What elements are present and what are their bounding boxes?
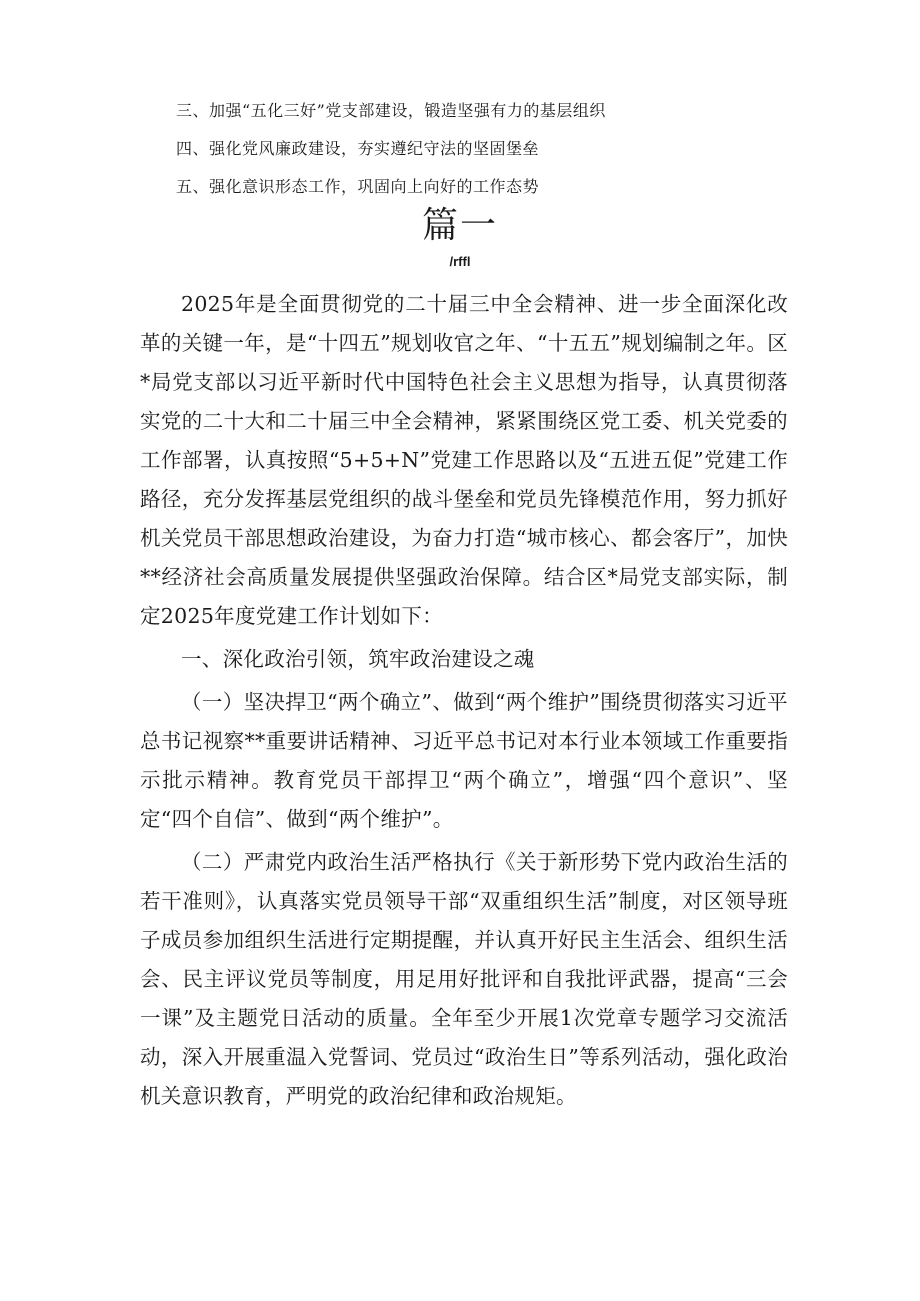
toc-item-5: 五、强化意识形态工作，巩固向上向好的工作态势 bbox=[176, 177, 540, 196]
document-body bbox=[140, 285, 788, 1120]
intro-paragraph: 2025年是全面贯彻党的二十届三中全会精神、进一步全面深化改革的关键一年，是“十四五”规划收官之年、“十五五”规划编制之年。区*局党支部以习近平新时代中国特色社会主义思想为指导，认真贯彻落实党的二十大和二十届三中全会精神，紧紧围绕区党工委、机关党委的工作部署，认真按照“5+5+N”党建工作思路以及“五进五促”党建工作路径，充分发挥基层党组织的战斗堡垒和党员先锋模范作用，努力抓好机关党员干部思想政治建设，为奋力打造“城市核心、都会客厅”，加快**经济社会高质量发展提供坚强政治保障。结合区*局党支部实际，制定2025年度党建工作计划如下： bbox=[140, 292, 788, 628]
toc-item-4: 四、强化党风廉政建设，夯实遵纪守法的坚固堡垒 bbox=[176, 139, 540, 158]
toc-item-3: 三、加强“五化三好”党支部建设，锻造坚强有力的基层组织 bbox=[176, 101, 606, 120]
item-paragraph-2: （二）严肃党内政治生活严格执行《关于新形势下党内政治生活的若干准则》，认真落实党员领导干部“双重组织生活”制度，对区领导班子成员参加组织生活进行定期提醒，并认真开好民主生活会、组织生活会、民主评议党员等制度，用足用好批评和自我批评武器，提高“三会一课”及主题党日活动的质量。全年至少开展1次党章专题学习交流活动，深入开展重温入党誓词、党员过“政治生日”等系列活动，强化政治机关意识教育，严明党的政治纪律和政治规矩。 bbox=[140, 850, 788, 1108]
scan-artifact-text: /rffl bbox=[449, 254, 471, 269]
section-title: 篇一 bbox=[421, 205, 498, 246]
section-heading-1: 一、深化政治引领，筑牢政治建设之魂 bbox=[181, 647, 535, 671]
item-paragraph-1: （一）坚决捍卫“两个确立”、做到“两个维护”围绕贯彻落实习近平总书记视察**重要讲话精神、习近平总书记对本行业本领域工作重要指示批示精神。教育党员干部捍卫“两个确立”，增强“四个意识”、坚定“四个自信”、做到“两个维护”。 bbox=[140, 690, 788, 831]
table-of-contents bbox=[176, 92, 836, 206]
